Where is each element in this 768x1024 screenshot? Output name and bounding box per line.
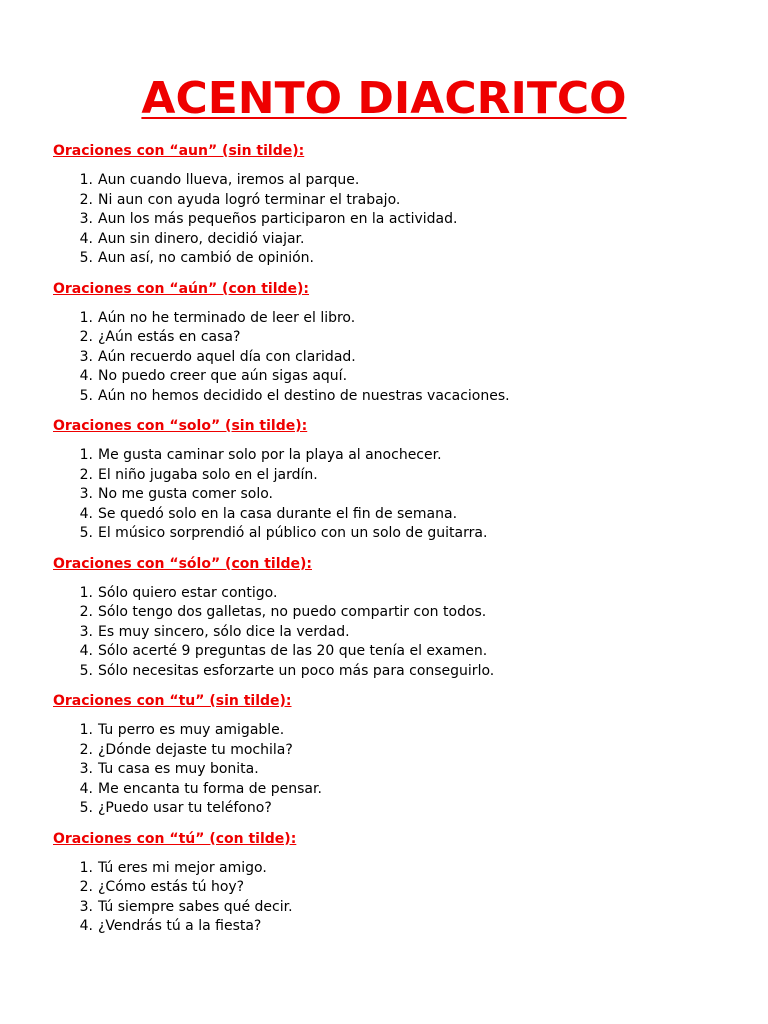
sentence-section (53, 141, 753, 269)
list-item (53, 623, 753, 643)
list-item (53, 721, 753, 741)
list-item-number: 4. (79, 505, 93, 522)
list-item-number: 4. (79, 643, 93, 659)
section-heading: Oraciones con “solo” (sin tilde): (53, 418, 308, 434)
list-item-number: 2. (79, 329, 93, 345)
list-item (53, 662, 753, 682)
sentence-list (53, 446, 753, 544)
list-item-number: 4. (79, 230, 93, 247)
list-item-number: 5. (79, 387, 93, 404)
list-item-number: 2. (79, 741, 93, 758)
list-item-text: ¿Aún estás en casa? (98, 329, 241, 345)
sentence-list (53, 584, 753, 682)
list-item-number: 3. (79, 898, 93, 915)
list-item (53, 230, 753, 250)
list-item-text: ¿Vendrás tú a la fiesta? (98, 918, 262, 934)
list-item-number: 4. (79, 918, 93, 934)
list-item-text: ¿Puedo usar tu teléfono? (98, 800, 272, 816)
list-item-text: El músico sorprendió al público con un solo de guitarra. (98, 525, 488, 541)
list-item-text: Se quedó solo en la casa durante el fin de semana. (98, 505, 458, 522)
list-item (53, 348, 753, 368)
list-item-number: 2. (79, 191, 93, 208)
list-item-number: 3. (79, 623, 93, 640)
list-item-text: Aún recuerdo aquel día con claridad. (98, 348, 356, 365)
list-item-number: 5. (79, 800, 93, 816)
list-item (53, 249, 753, 269)
list-item-text: Me gusta caminar solo por la playa al anochecer. (98, 447, 442, 463)
list-item-number: 5. (79, 525, 93, 541)
sentence-section (53, 416, 753, 544)
list-item (53, 741, 753, 761)
list-item-number: 1. (79, 172, 93, 188)
list-item (53, 524, 753, 544)
sentence-list (53, 721, 753, 819)
list-item (53, 603, 753, 623)
list-item-text: Aún no hemos decidido el destino de nuestras vacaciones. (98, 387, 510, 404)
list-item-number: 3. (79, 761, 93, 777)
list-item-text: Tu casa es muy bonita. (98, 761, 259, 777)
list-item-text: Sólo quiero estar contigo. (98, 584, 278, 601)
list-item (53, 466, 753, 486)
sentence-section (53, 691, 753, 819)
sentence-list (53, 171, 753, 269)
page-title: ACENTO DIACRITCO (141, 73, 627, 124)
list-item-text: No me gusta comer solo. (98, 486, 273, 502)
list-item-text: Tú siempre sabes qué decir. (98, 898, 293, 915)
list-item (53, 485, 753, 505)
list-item (53, 367, 753, 387)
list-item (53, 210, 753, 230)
list-item-number: 3. (79, 486, 93, 502)
sentence-section (53, 829, 753, 937)
list-item (53, 642, 753, 662)
list-item-number: 1. (79, 584, 93, 601)
list-item (53, 446, 753, 466)
section-heading: Oraciones con “tú” (con tilde): (53, 830, 297, 847)
list-item-text: Sólo tengo dos galletas, no puedo compartir con todos. (98, 604, 487, 620)
sections-container (53, 141, 753, 947)
list-item (53, 309, 753, 329)
list-item (53, 171, 753, 191)
section-heading: Oraciones con “aun” (sin tilde): (53, 143, 305, 159)
list-item (53, 191, 753, 211)
list-item-number: 5. (79, 662, 93, 679)
section-heading: Oraciones con “tu” (sin tilde): (53, 693, 292, 709)
list-item-number: 2. (79, 879, 93, 895)
list-item-text: Aun cuando llueva, iremos al parque. (98, 172, 360, 188)
list-item (53, 505, 753, 525)
list-item (53, 898, 753, 918)
list-item-text: Aun así, no cambió de opinión. (98, 250, 314, 266)
sentence-section (53, 554, 753, 682)
list-item-text: Aun los más pequeños participaron en la actividad. (98, 211, 458, 227)
list-item-number: 1. (79, 447, 93, 463)
list-item-text: Es muy sincero, sólo dice la verdad. (98, 623, 350, 640)
list-item-number: 2. (79, 604, 93, 620)
list-item (53, 760, 753, 780)
list-item-text: Tú eres mi mejor amigo. (98, 859, 267, 876)
sentence-section (53, 279, 753, 407)
list-item-number: 3. (79, 348, 93, 365)
list-item-number: 2. (79, 466, 93, 483)
list-item-number: 1. (79, 722, 93, 738)
list-item-number: 1. (79, 859, 93, 876)
list-item-text: Tu perro es muy amigable. (98, 722, 285, 738)
list-item (53, 780, 753, 800)
section-heading: Oraciones con “aún” (con tilde): (53, 280, 310, 297)
list-item-text: ¿Cómo estás tú hoy? (98, 879, 245, 895)
list-item-text: Ni aun con ayuda logró terminar el trabajo. (98, 191, 401, 208)
list-item-text: El niño jugaba solo en el jardín. (98, 466, 318, 483)
list-item-text: Sólo acerté 9 preguntas de las 20 que tenía el examen. (98, 643, 488, 659)
list-item (53, 917, 753, 937)
sentence-list (53, 859, 753, 937)
list-item (53, 584, 753, 604)
list-item (53, 799, 753, 819)
list-item (53, 859, 753, 879)
list-item-text: Aun sin dinero, decidió viajar. (98, 230, 305, 247)
list-item (53, 878, 753, 898)
list-item (53, 387, 753, 407)
section-heading: Oraciones con “sólo” (con tilde): (53, 555, 312, 572)
list-item (53, 328, 753, 348)
list-item-text: Me encanta tu forma de pensar. (98, 780, 322, 797)
list-item-text: ¿Dónde dejaste tu mochila? (98, 741, 293, 758)
list-item-text: Sólo necesitas esforzarte un poco más para conseguirlo. (98, 662, 495, 679)
list-item-number: 4. (79, 368, 93, 384)
list-item-number: 1. (79, 309, 93, 326)
list-item-number: 4. (79, 780, 93, 797)
list-item-text: Aún no he terminado de leer el libro. (98, 309, 356, 326)
list-item-number: 3. (79, 211, 93, 227)
list-item-text: No puedo creer que aún sigas aquí. (98, 368, 348, 384)
list-item-number: 5. (79, 250, 93, 266)
sentence-list (53, 309, 753, 407)
